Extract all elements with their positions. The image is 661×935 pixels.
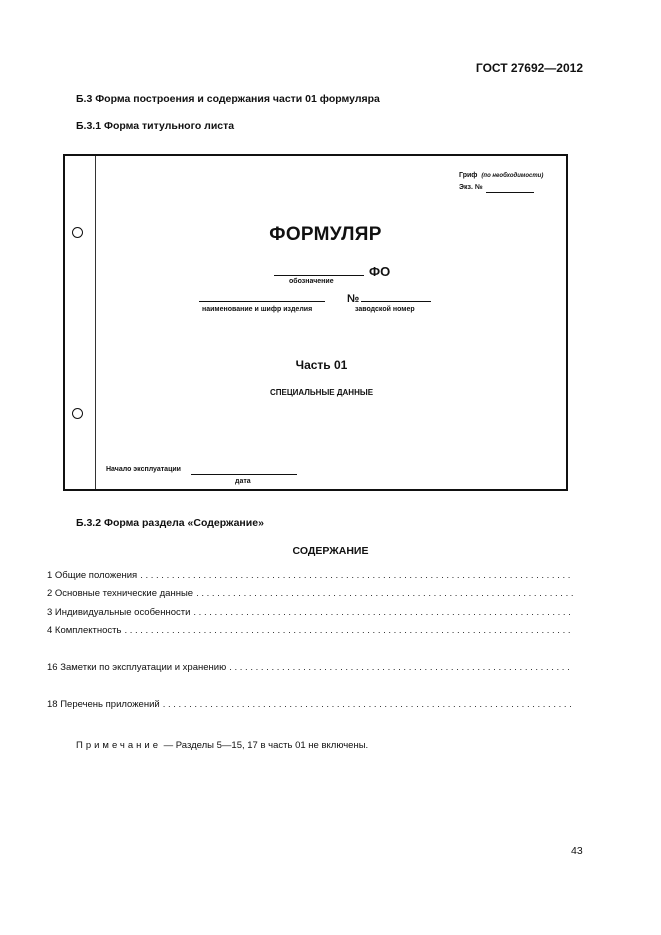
toc-item: 3 Индивидуальные особенности . . . [47,607,573,618]
designation-caption: обозначение [289,278,334,285]
operation-start-label: Начало эксплуатации [106,466,181,473]
toc-item: 2 Основные технические данные . . . [47,588,573,599]
toc-leader-dots [163,699,573,710]
copy-number-label: Экз. № [459,184,483,191]
toc-leader-dots [229,662,573,673]
document-code: ГОСТ 27692—2012 [475,61,583,75]
section-b32-title: Б.3.2 Форма раздела «Содержание» [76,517,264,529]
part-subtitle: СПЕЦИАЛЬНЫЕ ДАННЫЕ [269,388,374,397]
grif-note: (по необходимости) [481,173,544,179]
binding-margin-line [95,156,96,489]
product-name-caption: наименование и шифр изделия [202,306,313,313]
part-label: Часть 01 [295,358,348,372]
form-title: ФОРМУЛЯР [269,224,382,245]
designation-line [274,275,364,276]
toc-item: 1 Общие положения . . . [47,570,573,581]
page-number: 43 [571,845,583,857]
operation-start-line [191,474,297,475]
section-b31-title: Б.3.1 Форма титульного листа [76,120,235,132]
toc-leader-dots [124,625,573,636]
product-name-line [199,301,325,302]
date-caption: дата [235,478,251,485]
note [76,740,368,751]
number-sign: № [347,293,360,305]
grif-label: Гриф [459,172,478,179]
toc-item: 4 Комплектность . . . [47,625,573,636]
toc-leader-dots [193,607,573,618]
toc-leader-dots [140,570,573,581]
toc-item: 16 Заметки по эксплуатации и хранению . . . [47,662,573,673]
fo-suffix: ФО [369,264,391,279]
note-text: — Разделы 5—15, 17 в часть 01 не включены. [161,740,369,751]
title-sheet-form [63,154,568,491]
serial-number-line [361,301,431,302]
serial-number-caption: заводской номер [355,306,415,313]
copy-number-line [486,192,534,193]
note-lead: Примечание [76,740,161,751]
section-b3-title: Б.3 Форма построения и содержания части 01 формуляра [76,93,380,105]
toc-leader-dots [196,588,573,599]
toc-item: 18 Перечень приложений . . . [47,699,573,710]
contents-heading: СОДЕРЖАНИЕ [292,545,369,557]
binding-hole-icon [72,408,83,419]
grif-field [459,172,543,179]
